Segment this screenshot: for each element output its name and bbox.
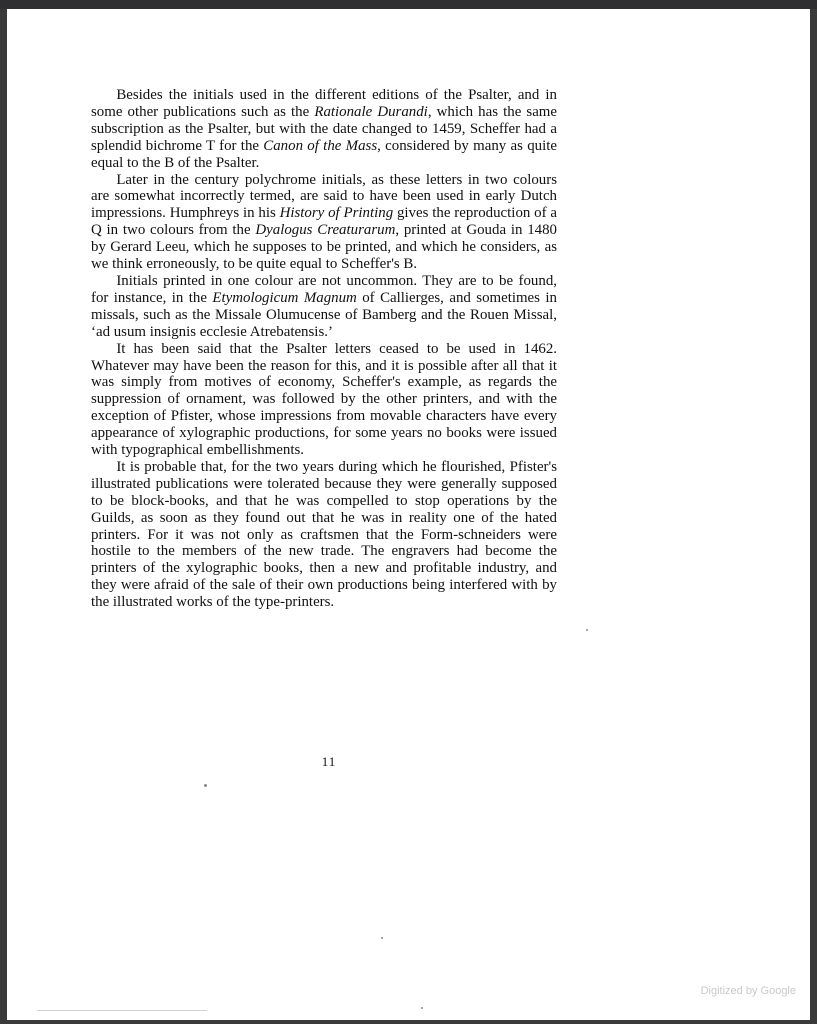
paragraph xyxy=(91,87,557,172)
paragraph xyxy=(91,341,557,459)
scan-artifact-line xyxy=(37,1010,207,1011)
text-run: Besides the initials used in the different editions of the Psalter, and in some other publications such as the xyxy=(91,87,557,120)
digitized-by-google-watermark: Digitized by Google xyxy=(700,985,796,997)
italic-title: History of Printing xyxy=(279,205,394,222)
body-text xyxy=(91,87,557,611)
scanned-page xyxy=(7,9,810,1020)
text-run: Later in the century polychrome initials, as these letters in two colours are somewhat incorrectly termed, are said to have been used in early Dutch impressions. Humphreys in his xyxy=(91,171,557,222)
text-run: Initials printed in one colour are not uncommon. They are to be found, for instance, in the xyxy=(91,272,557,306)
paragraph xyxy=(91,172,557,273)
viewer-right-edge xyxy=(810,9,817,1020)
scan-speck xyxy=(421,1007,423,1009)
paragraph xyxy=(91,459,557,611)
viewer-top-bar xyxy=(0,0,817,9)
text-run: , printed at Gouda in 1480 by Gerard Leeu, which he supposes to be printed, and which he considers, as we think erroneously, to be quite equal to Scheffer's B. xyxy=(91,222,558,273)
text-run: , considered by many as quite equal to the B of the Psalter. xyxy=(91,137,557,171)
text-run: gives the reproduction of a Q in two colours from the xyxy=(91,205,557,239)
scan-speck xyxy=(586,629,588,631)
scan-speck xyxy=(381,937,383,939)
text-run: It has been said that the Psalter letters ceased to be used in 1462. Whatever may have been the reason for this, and it is possible after all that it was simply from motives of economy, Scheffer's example, as regards the suppression of ornament, was followed by the other printers, and with the exception of Pfister, whose impressions from movable characters have every appearance of xylographic productions, for some years no books were issued with typographical embellishments. xyxy=(91,340,557,459)
page-number: 11 xyxy=(321,754,337,769)
italic-title: Rationale Durandi xyxy=(314,103,428,120)
italic-title: Dyalogus Creaturarum xyxy=(255,222,396,239)
text-run: of Callierges, and sometimes in missals, such as the Missale Olumucense of Bamberg and the Rouen Missal, ‘ad usum insignis ecclesie Atrebatensis.’ xyxy=(91,289,557,340)
scan-speck xyxy=(204,784,207,787)
paragraph xyxy=(91,273,557,341)
italic-title: Etymologicum Magnum xyxy=(212,289,357,306)
italic-title: Canon of the Mass xyxy=(263,137,378,154)
text-run: It is probable that, for the two years during which he flourished, Pfister's illustrated publications were tolerated because they were generally supposed to be block-books, and that he was compelled to stop operations by the Guilds, as soon as they found out that he was in reality one of the hated printers. For it was not only as craftsmen that the Form-schneiders were hostile to the members of the new trade. The engravers had become the printers of the xylographic books, then a new and profitable industry, and they were afraid of the sale of their own productions being interfered with by the illustrated works of the type-printers. xyxy=(91,458,557,611)
text-run: , which has the same subscription as the Psalter, but with the date changed to 1459, Scheffer had a splendid bichrome T for the xyxy=(91,103,558,154)
